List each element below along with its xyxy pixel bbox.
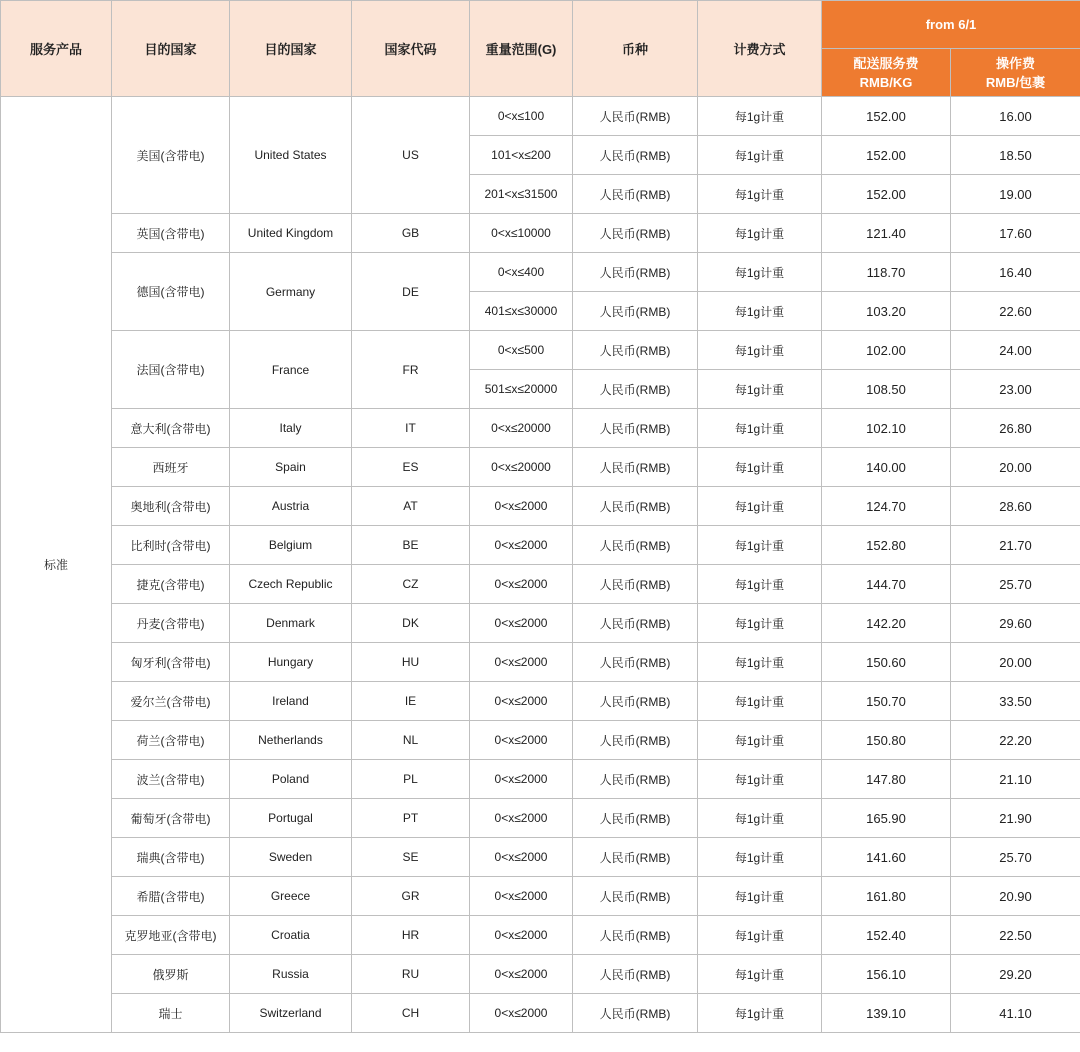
- country-name-en: France: [230, 331, 352, 409]
- delivery-fee: 150.80: [822, 721, 951, 760]
- operation-fee: 18.50: [951, 136, 1080, 175]
- country-code: SE: [352, 838, 470, 877]
- header-destination-en: 目的国家: [230, 1, 352, 97]
- country-name-en: Denmark: [230, 604, 352, 643]
- weight-range: 0<x≤20000: [470, 448, 573, 487]
- country-name-en: Croatia: [230, 916, 352, 955]
- country-name-cn: 爱尔兰(含带电): [112, 682, 230, 721]
- delivery-fee: 103.20: [822, 292, 951, 331]
- billing-method: 每1g计重: [698, 136, 822, 175]
- header-destination-cn: 目的国家: [112, 1, 230, 97]
- table-row: [1, 97, 1080, 136]
- currency: 人民币(RMB): [573, 565, 698, 604]
- table-row: [1, 409, 1080, 448]
- weight-range: 0<x≤10000: [470, 214, 573, 253]
- country-code: DE: [352, 253, 470, 331]
- delivery-fee: 124.70: [822, 487, 951, 526]
- table-row: [1, 916, 1080, 955]
- country-name-en: Ireland: [230, 682, 352, 721]
- billing-method: 每1g计重: [698, 409, 822, 448]
- weight-range: 201<x≤31500: [470, 175, 573, 214]
- operation-fee: 22.60: [951, 292, 1080, 331]
- header-operation-fee-unit: RMB/包裹: [985, 74, 1046, 90]
- delivery-fee: 152.80: [822, 526, 951, 565]
- header-operation-fee: [951, 49, 1080, 97]
- weight-range: 0<x≤2000: [470, 682, 573, 721]
- table-row: [1, 682, 1080, 721]
- table-row: [1, 565, 1080, 604]
- operation-fee: 33.50: [951, 682, 1080, 721]
- currency: 人民币(RMB): [573, 799, 698, 838]
- currency: 人民币(RMB): [573, 760, 698, 799]
- table-row: [1, 448, 1080, 487]
- operation-fee: 16.00: [951, 97, 1080, 136]
- billing-method: 每1g计重: [698, 994, 822, 1033]
- country-code: CZ: [352, 565, 470, 604]
- currency: 人民币(RMB): [573, 331, 698, 370]
- currency: 人民币(RMB): [573, 526, 698, 565]
- country-name-en: Sweden: [230, 838, 352, 877]
- country-name-cn: 奥地利(含带电): [112, 487, 230, 526]
- country-name-cn: 俄罗斯: [112, 955, 230, 994]
- billing-method: 每1g计重: [698, 175, 822, 214]
- table-row: [1, 526, 1080, 565]
- currency: 人民币(RMB): [573, 994, 698, 1033]
- table-row: [1, 487, 1080, 526]
- weight-range: 0<x≤2000: [470, 877, 573, 916]
- billing-method: 每1g计重: [698, 448, 822, 487]
- currency: 人民币(RMB): [573, 877, 698, 916]
- country-name-en: Czech Republic: [230, 565, 352, 604]
- operation-fee: 21.70: [951, 526, 1080, 565]
- country-name-en: Germany: [230, 253, 352, 331]
- country-name-cn: 希腊(含带电): [112, 877, 230, 916]
- country-code: RU: [352, 955, 470, 994]
- billing-method: 每1g计重: [698, 253, 822, 292]
- table-row: [1, 331, 1080, 370]
- currency: 人民币(RMB): [573, 487, 698, 526]
- table-row: [1, 253, 1080, 292]
- country-name-en: Russia: [230, 955, 352, 994]
- country-code: CH: [352, 994, 470, 1033]
- operation-fee: 20.00: [951, 448, 1080, 487]
- country-code: NL: [352, 721, 470, 760]
- country-name-en: Hungary: [230, 643, 352, 682]
- country-code: PL: [352, 760, 470, 799]
- operation-fee: 29.20: [951, 955, 1080, 994]
- header-country-code: 国家代码: [352, 1, 470, 97]
- currency: 人民币(RMB): [573, 136, 698, 175]
- country-name-cn: 西班牙: [112, 448, 230, 487]
- operation-fee: 29.60: [951, 604, 1080, 643]
- country-name-cn: 意大利(含带电): [112, 409, 230, 448]
- weight-range: 0<x≤2000: [470, 838, 573, 877]
- operation-fee: 24.00: [951, 331, 1080, 370]
- currency: 人民币(RMB): [573, 175, 698, 214]
- weight-range: 101<x≤200: [470, 136, 573, 175]
- country-name-en: Portugal: [230, 799, 352, 838]
- operation-fee: 22.20: [951, 721, 1080, 760]
- country-code: GB: [352, 214, 470, 253]
- country-name-cn: 捷克(含带电): [112, 565, 230, 604]
- operation-fee: 21.90: [951, 799, 1080, 838]
- delivery-fee: 121.40: [822, 214, 951, 253]
- country-code: ES: [352, 448, 470, 487]
- country-name-en: Belgium: [230, 526, 352, 565]
- delivery-fee: 141.60: [822, 838, 951, 877]
- weight-range: 0<x≤2000: [470, 799, 573, 838]
- delivery-fee: 152.40: [822, 916, 951, 955]
- country-code: AT: [352, 487, 470, 526]
- delivery-fee: 147.80: [822, 760, 951, 799]
- country-code: IE: [352, 682, 470, 721]
- country-name-cn: 丹麦(含带电): [112, 604, 230, 643]
- operation-fee: 20.00: [951, 643, 1080, 682]
- header-currency: 币种: [573, 1, 698, 97]
- delivery-fee: 150.70: [822, 682, 951, 721]
- table-row: [1, 643, 1080, 682]
- country-name-en: Netherlands: [230, 721, 352, 760]
- billing-method: 每1g计重: [698, 643, 822, 682]
- header-service: 服务产品: [1, 1, 112, 97]
- operation-fee: 23.00: [951, 370, 1080, 409]
- operation-fee: 25.70: [951, 838, 1080, 877]
- table-row: [1, 604, 1080, 643]
- table-row: [1, 214, 1080, 253]
- billing-method: 每1g计重: [698, 487, 822, 526]
- operation-fee: 25.70: [951, 565, 1080, 604]
- billing-method: 每1g计重: [698, 799, 822, 838]
- operation-fee: 22.50: [951, 916, 1080, 955]
- weight-range: 0<x≤100: [470, 97, 573, 136]
- currency: 人民币(RMB): [573, 97, 698, 136]
- weight-range: 0<x≤500: [470, 331, 573, 370]
- country-code: HR: [352, 916, 470, 955]
- delivery-fee: 156.10: [822, 955, 951, 994]
- billing-method: 每1g计重: [698, 877, 822, 916]
- operation-fee: 21.10: [951, 760, 1080, 799]
- header-delivery-fee-label: 配送服务费: [853, 55, 919, 71]
- weight-range: 0<x≤20000: [470, 409, 573, 448]
- operation-fee: 28.60: [951, 487, 1080, 526]
- weight-range: 0<x≤2000: [470, 994, 573, 1033]
- country-name-cn: 瑞典(含带电): [112, 838, 230, 877]
- delivery-fee: 118.70: [822, 253, 951, 292]
- weight-range: 0<x≤2000: [470, 916, 573, 955]
- table-row: [1, 994, 1080, 1033]
- table-header: [1, 1, 1080, 97]
- weight-range: 0<x≤2000: [470, 760, 573, 799]
- service-name: 标准: [1, 97, 112, 1033]
- delivery-fee: 102.00: [822, 331, 951, 370]
- country-name-en: Austria: [230, 487, 352, 526]
- delivery-fee: 152.00: [822, 175, 951, 214]
- table-body: [1, 97, 1080, 1033]
- operation-fee: 20.90: [951, 877, 1080, 916]
- header-operation-fee-label: 操作费: [996, 55, 1036, 71]
- delivery-fee: 152.00: [822, 97, 951, 136]
- billing-method: 每1g计重: [698, 292, 822, 331]
- delivery-fee: 144.70: [822, 565, 951, 604]
- currency: 人民币(RMB): [573, 916, 698, 955]
- country-name-en: Italy: [230, 409, 352, 448]
- table-row: [1, 760, 1080, 799]
- weight-range: 0<x≤2000: [470, 604, 573, 643]
- country-name-cn: 比利时(含带电): [112, 526, 230, 565]
- delivery-fee: 139.10: [822, 994, 951, 1033]
- currency: 人民币(RMB): [573, 292, 698, 331]
- country-name-cn: 美国(含带电): [112, 97, 230, 214]
- header-delivery-fee-unit: RMB/KG: [859, 74, 913, 90]
- country-code: BE: [352, 526, 470, 565]
- country-code: PT: [352, 799, 470, 838]
- country-name-en: Switzerland: [230, 994, 352, 1033]
- weight-range: 501≤x≤20000: [470, 370, 573, 409]
- billing-method: 每1g计重: [698, 604, 822, 643]
- operation-fee: 16.40: [951, 253, 1080, 292]
- billing-method: 每1g计重: [698, 916, 822, 955]
- weight-range: 0<x≤2000: [470, 487, 573, 526]
- currency: 人民币(RMB): [573, 955, 698, 994]
- delivery-fee: 140.00: [822, 448, 951, 487]
- header-period: from 6/1: [822, 1, 1080, 49]
- operation-fee: 19.00: [951, 175, 1080, 214]
- billing-method: 每1g计重: [698, 97, 822, 136]
- currency: 人民币(RMB): [573, 721, 698, 760]
- weight-range: 0<x≤2000: [470, 721, 573, 760]
- country-code: HU: [352, 643, 470, 682]
- country-name-cn: 法国(含带电): [112, 331, 230, 409]
- billing-method: 每1g计重: [698, 955, 822, 994]
- billing-method: 每1g计重: [698, 682, 822, 721]
- country-code: GR: [352, 877, 470, 916]
- delivery-fee: 165.90: [822, 799, 951, 838]
- delivery-fee: 142.20: [822, 604, 951, 643]
- billing-method: 每1g计重: [698, 370, 822, 409]
- billing-method: 每1g计重: [698, 838, 822, 877]
- header-delivery-fee: [822, 49, 951, 97]
- country-name-en: Poland: [230, 760, 352, 799]
- currency: 人民币(RMB): [573, 253, 698, 292]
- billing-method: 每1g计重: [698, 526, 822, 565]
- billing-method: 每1g计重: [698, 214, 822, 253]
- country-code: DK: [352, 604, 470, 643]
- billing-method: 每1g计重: [698, 760, 822, 799]
- currency: 人民币(RMB): [573, 409, 698, 448]
- operation-fee: 17.60: [951, 214, 1080, 253]
- currency: 人民币(RMB): [573, 838, 698, 877]
- country-code: FR: [352, 331, 470, 409]
- table-row: [1, 799, 1080, 838]
- weight-range: 0<x≤2000: [470, 565, 573, 604]
- table-row: [1, 721, 1080, 760]
- delivery-fee: 102.10: [822, 409, 951, 448]
- country-name-cn: 克罗地亚(含带电): [112, 916, 230, 955]
- delivery-fee: 108.50: [822, 370, 951, 409]
- table-row: [1, 877, 1080, 916]
- weight-range: 0<x≤400: [470, 253, 573, 292]
- weight-range: 0<x≤2000: [470, 955, 573, 994]
- country-name-en: United Kingdom: [230, 214, 352, 253]
- delivery-fee: 152.00: [822, 136, 951, 175]
- country-name-cn: 瑞士: [112, 994, 230, 1033]
- currency: 人民币(RMB): [573, 448, 698, 487]
- country-name-en: United States: [230, 97, 352, 214]
- country-code: IT: [352, 409, 470, 448]
- currency: 人民币(RMB): [573, 604, 698, 643]
- billing-method: 每1g计重: [698, 565, 822, 604]
- header-weight-range: 重量范围(G): [470, 1, 573, 97]
- header-billing-method: 计费方式: [698, 1, 822, 97]
- table-row: [1, 838, 1080, 877]
- country-name-en: Spain: [230, 448, 352, 487]
- billing-method: 每1g计重: [698, 721, 822, 760]
- country-name-cn: 匈牙利(含带电): [112, 643, 230, 682]
- delivery-fee: 150.60: [822, 643, 951, 682]
- currency: 人民币(RMB): [573, 370, 698, 409]
- currency: 人民币(RMB): [573, 682, 698, 721]
- country-name-cn: 葡萄牙(含带电): [112, 799, 230, 838]
- country-name-en: Greece: [230, 877, 352, 916]
- operation-fee: 26.80: [951, 409, 1080, 448]
- table-row: [1, 955, 1080, 994]
- operation-fee: 41.10: [951, 994, 1080, 1033]
- weight-range: 401≤x≤30000: [470, 292, 573, 331]
- currency: 人民币(RMB): [573, 214, 698, 253]
- billing-method: 每1g计重: [698, 331, 822, 370]
- weight-range: 0<x≤2000: [470, 526, 573, 565]
- country-name-cn: 荷兰(含带电): [112, 721, 230, 760]
- country-name-cn: 德国(含带电): [112, 253, 230, 331]
- country-code: US: [352, 97, 470, 214]
- currency: 人民币(RMB): [573, 643, 698, 682]
- delivery-fee: 161.80: [822, 877, 951, 916]
- weight-range: 0<x≤2000: [470, 643, 573, 682]
- country-name-cn: 英国(含带电): [112, 214, 230, 253]
- country-name-cn: 波兰(含带电): [112, 760, 230, 799]
